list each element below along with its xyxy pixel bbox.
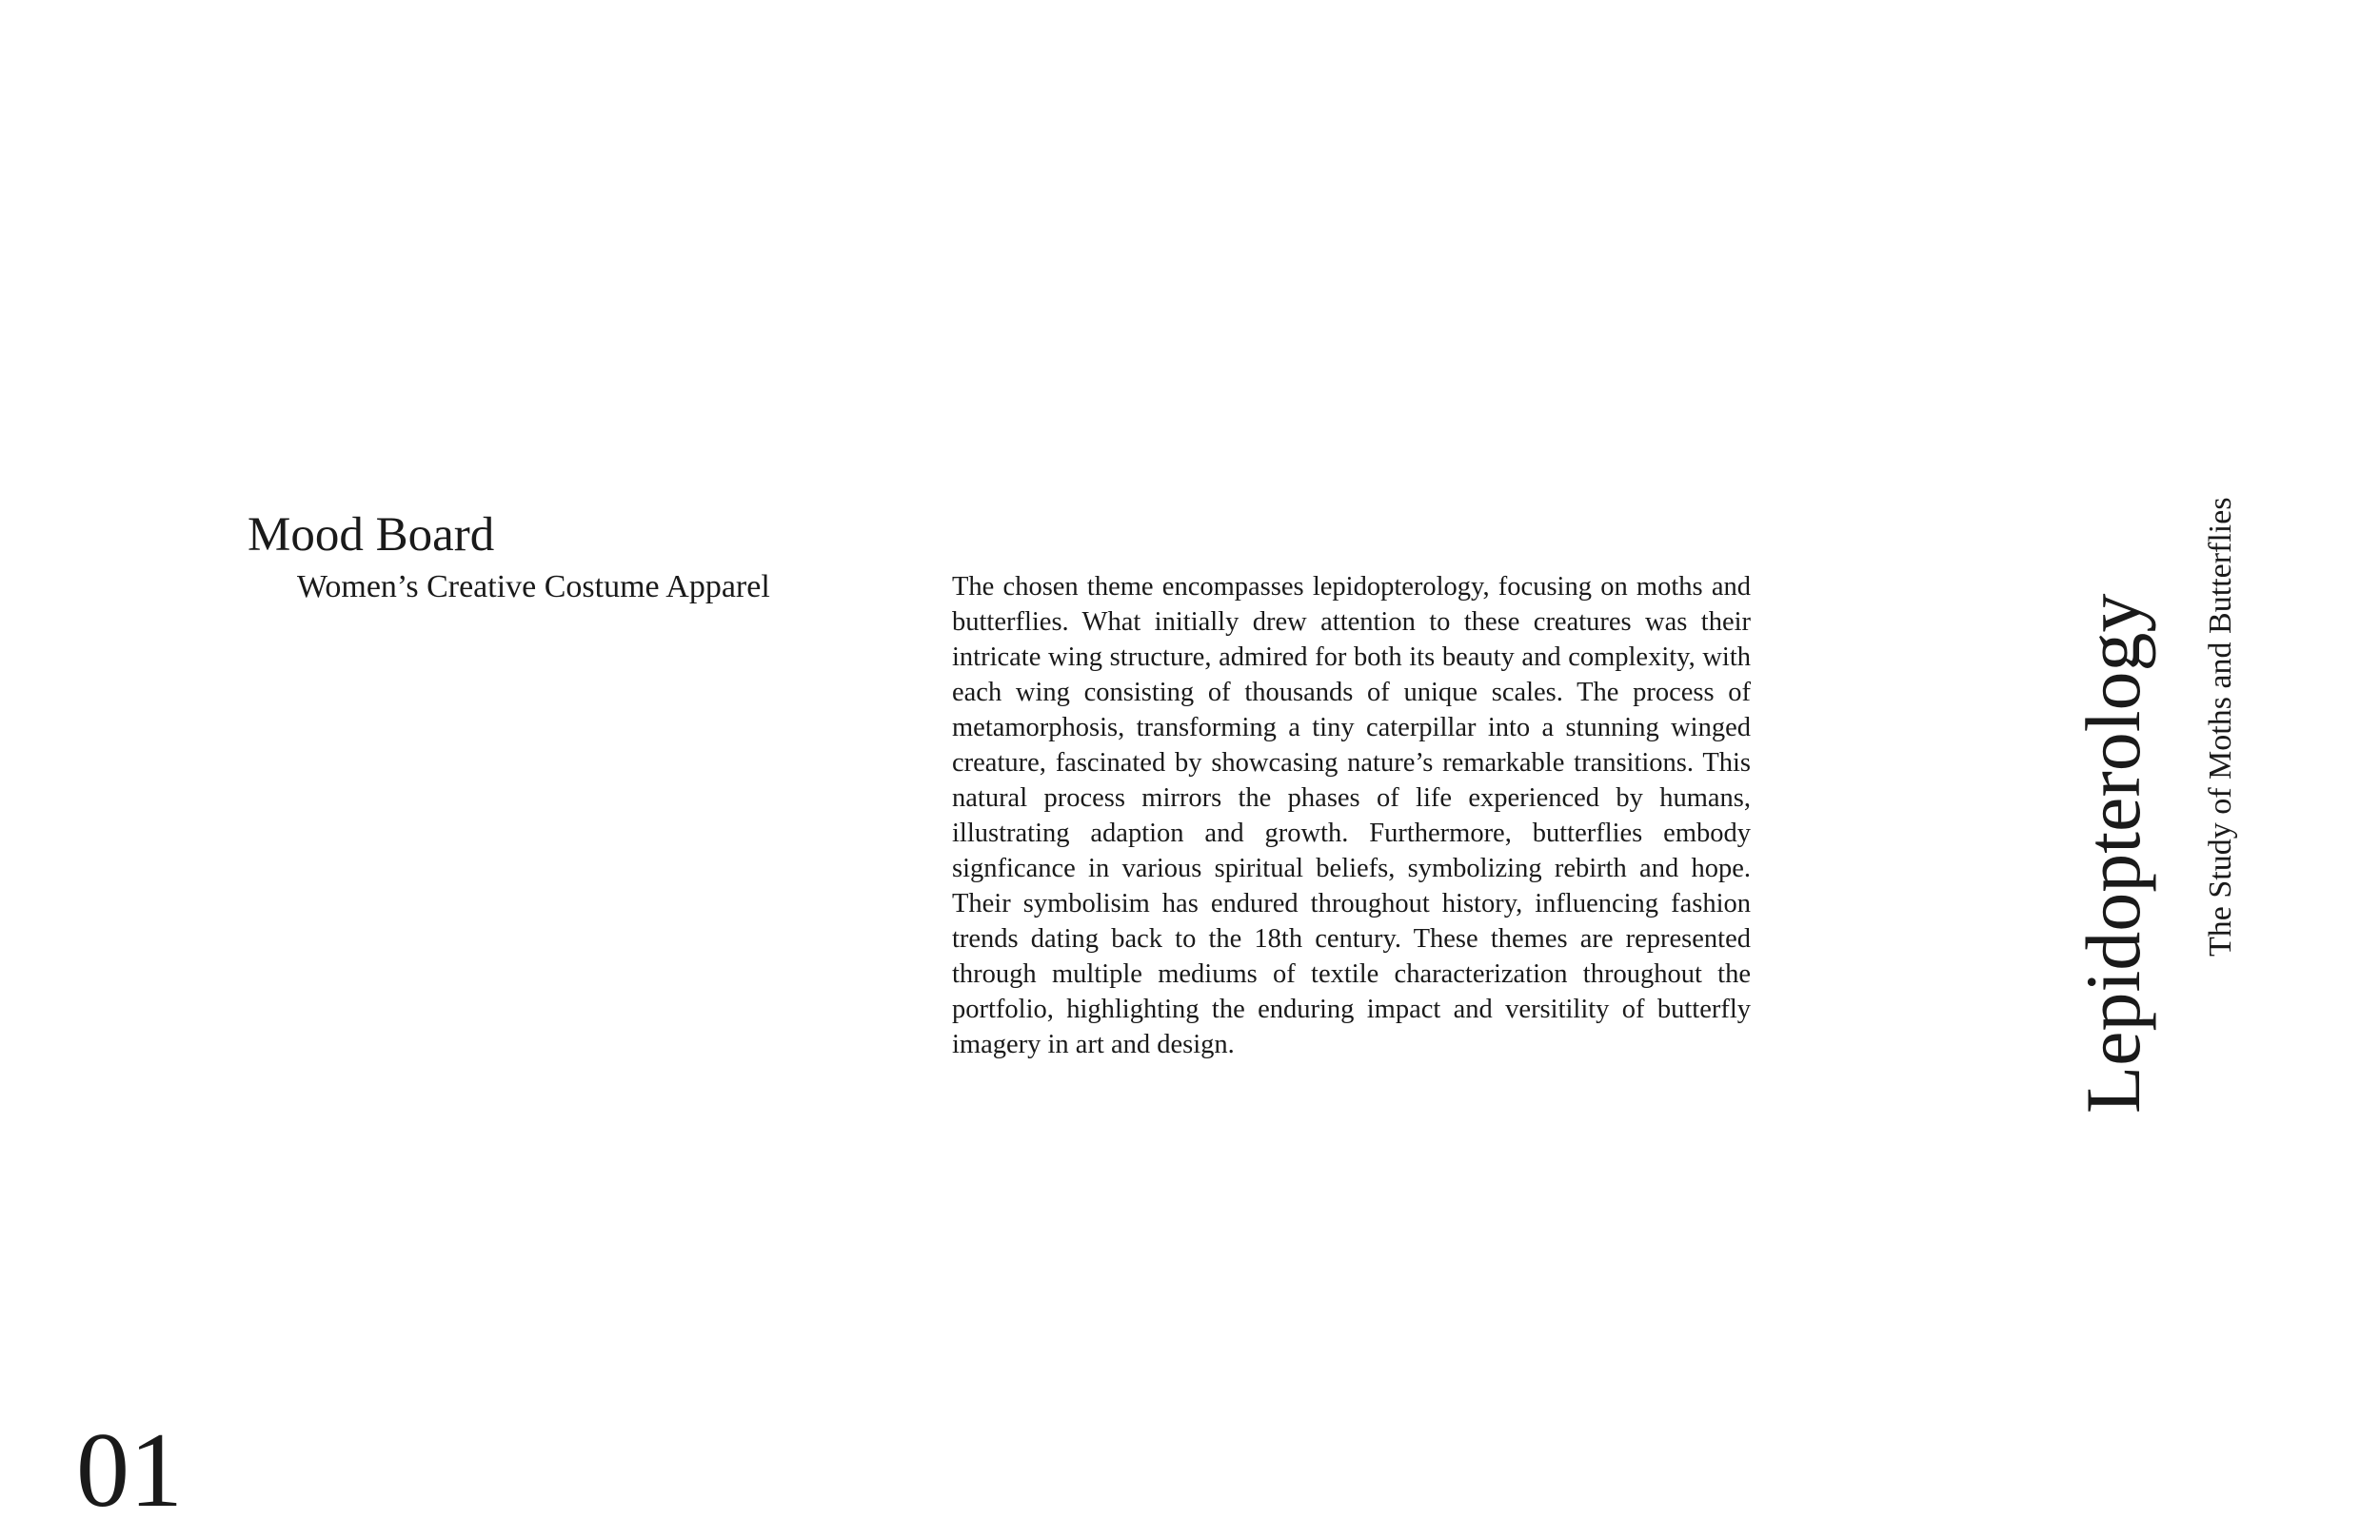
- theme-title: Lepidopterology: [2070, 593, 2156, 1114]
- theme-subtitle: The Study of Moths and Butterflies: [2203, 497, 2238, 957]
- theme-description: The chosen theme encompasses lepidopterology, focusing on moths and butterflies. What initially drew attention to these creatures was their intricate wing structure, admired for both its beauty and complexity, with each wing consisting of thousands of unique scales. The process of metamorphosis, transforming a tiny caterpillar into a stunning winged creature, fascinated by showcasing nature’s remarkable transitions. This natural process mirrors the phases of life experienced by humans, illustrating adaption and growth. Furthermore, butterflies embody signficance in various spiritual beliefs, symbolizing rebirth and hope. Their symbolisim has endured throughout history, influencing fashion trends dating back to the 18th century. These themes are represented through multiple mediums of textile characterization throughout the portfolio, highlighting the enduring impact and versitility of butterfly imagery in art and design.: [952, 572, 1751, 1059]
- page-number: 01: [76, 1412, 183, 1530]
- page-title: Mood Board: [248, 508, 495, 562]
- page-subtitle: Women’s Creative Costume Apparel: [297, 569, 770, 604]
